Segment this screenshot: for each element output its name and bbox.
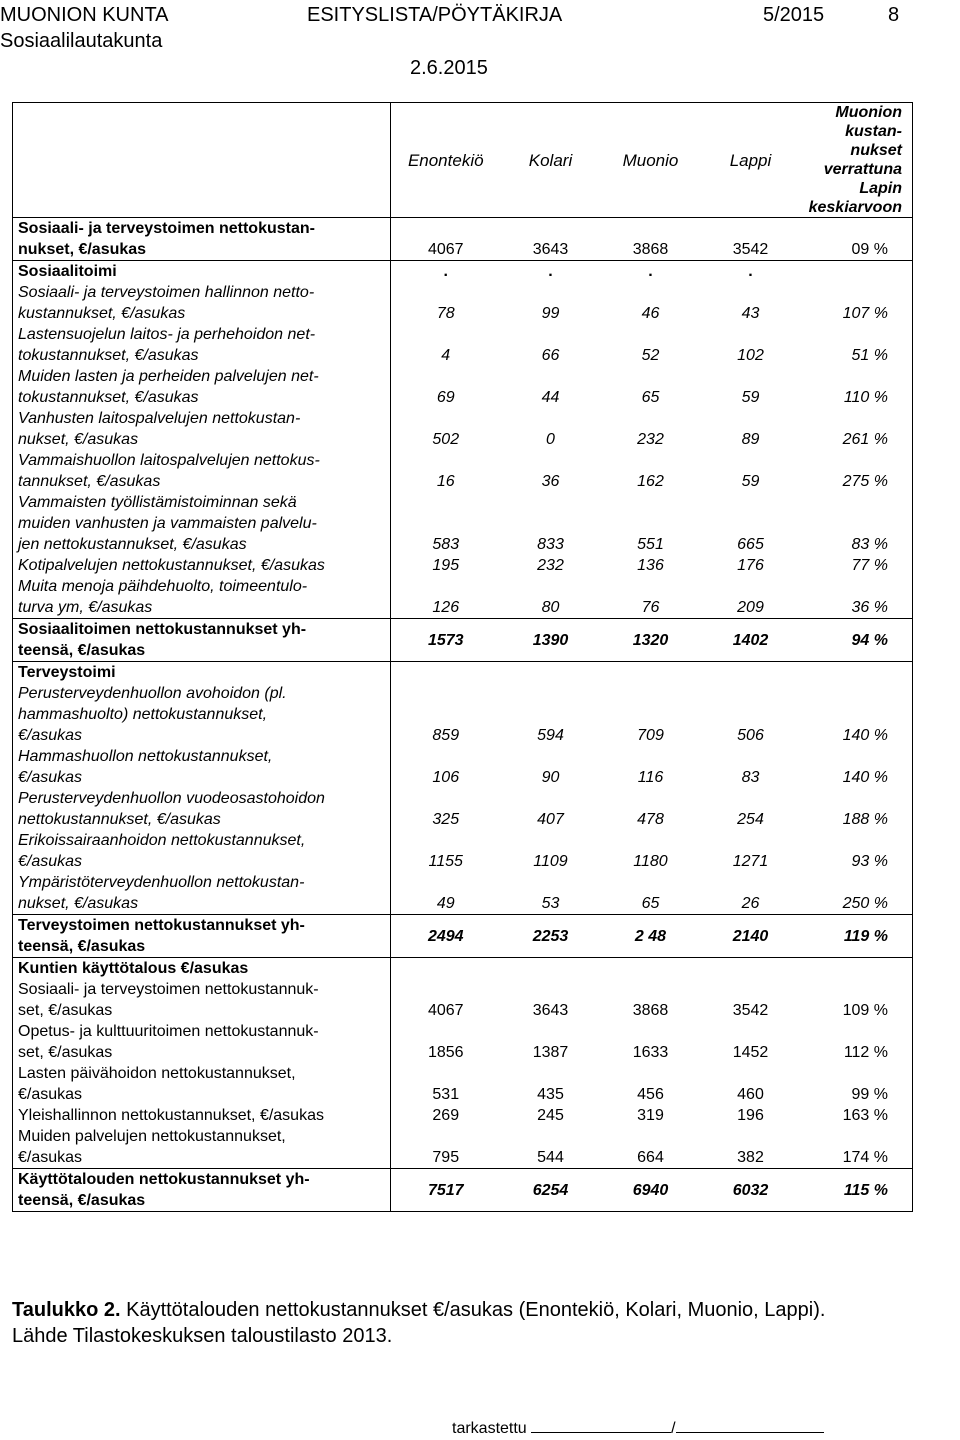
row-label-line: €/asukas xyxy=(18,853,83,870)
cell-comparison-percent: 93 % xyxy=(851,853,888,870)
caption-label: Taulukko 2. xyxy=(12,1299,121,1321)
row-label xyxy=(13,450,391,492)
row-label xyxy=(13,1105,391,1126)
cell-enontekio xyxy=(391,662,501,684)
row-label-line: nukset, €/asukas xyxy=(18,241,147,258)
row-label-line: Sosiaali- ja terveystoimen hallinnon netto- xyxy=(18,284,315,301)
cell-enontekio: 1573 xyxy=(391,619,501,662)
cell-lappi: 2140 xyxy=(701,915,801,958)
cell-comparison-percent: 140 % xyxy=(842,769,888,786)
table-row xyxy=(13,1126,913,1169)
cell-enontekio: 4 xyxy=(391,324,501,366)
cell-lappi xyxy=(701,958,801,980)
cell-enontekio: 859 xyxy=(391,683,501,746)
cell-lappi: 209 xyxy=(737,599,764,616)
row-label-line: Opetus- ja kulttuuritoimen nettokustannuk- xyxy=(18,1023,319,1040)
table-row xyxy=(13,1063,913,1105)
row-label-line: hammashuolto) nettokustannukset, xyxy=(18,706,268,723)
cell-enontekio: 4067 xyxy=(391,218,501,261)
cell-lappi: 26 xyxy=(741,895,760,912)
checked-footer xyxy=(452,1418,824,1438)
table-row xyxy=(13,958,913,980)
department-name: Sosiaalilautakunta xyxy=(0,30,163,52)
meeting-date: 2.6.2015 xyxy=(410,57,488,79)
document-number: 5/2015 xyxy=(763,4,825,26)
row-label-line: Perusterveydenhuollon avohoidon (pl. xyxy=(18,685,287,702)
row-label-line: Perusterveydenhuollon vuodeosastohoidon xyxy=(18,790,325,807)
cell-kolari: 544 xyxy=(537,1149,564,1166)
cell-comparison-percent: 94 % xyxy=(801,619,913,662)
cell-enontekio: 78 xyxy=(391,282,501,324)
table-row xyxy=(13,619,913,662)
cell-lappi: 89 xyxy=(741,431,760,448)
cell-kolari xyxy=(501,958,601,980)
cell-comparison-percent: 77 % xyxy=(851,557,888,574)
cell-lappi: 176 xyxy=(737,557,764,574)
row-label-line: nettokustannukset, €/asukas xyxy=(18,811,221,828)
cell-muonio: 551 xyxy=(637,536,664,553)
cost-table xyxy=(12,102,913,1212)
cell-lappi: 1402 xyxy=(701,619,801,662)
table-row xyxy=(13,662,913,684)
column-header-kolari: Kolari xyxy=(528,150,573,170)
cell-muonio: 65 xyxy=(641,895,660,912)
cell-lappi: 43 xyxy=(741,305,760,322)
cell-lappi: 1452 xyxy=(732,1044,769,1061)
cell-muonio: 319 xyxy=(637,1107,664,1124)
row-label xyxy=(13,1169,391,1212)
row-label-line: tokustannukset, €/asukas xyxy=(18,347,199,364)
cell-comparison-percent: 83 % xyxy=(851,536,888,553)
signature-line xyxy=(676,1418,824,1433)
row-label-line: jen nettokustannukset, €/asukas xyxy=(18,536,247,553)
cell-lappi: 83 xyxy=(741,769,760,786)
cell-kolari: 0 xyxy=(546,431,555,448)
cell-lappi: 3542 xyxy=(701,218,801,261)
org-name: MUONION KUNTA xyxy=(0,4,169,26)
cell-comparison-percent: 119 % xyxy=(801,915,913,958)
row-label xyxy=(13,788,391,830)
cell-comparison-percent: 110 % xyxy=(843,389,888,406)
cell-enontekio: 583 xyxy=(391,492,501,555)
row-label-line: Sosiaali- ja terveystoimen nettokustannuk- xyxy=(18,981,319,998)
cell-muonio: 162 xyxy=(637,473,664,490)
cell-lappi: 59 xyxy=(741,473,760,490)
cell-comparison-percent: 261 % xyxy=(842,431,888,448)
label-column-header xyxy=(13,103,391,218)
cell-comparison-percent: 112 % xyxy=(843,1044,888,1061)
cell-lappi: 1271 xyxy=(732,853,769,870)
cell-lappi: 196 xyxy=(737,1107,764,1124)
cell-enontekio: 195 xyxy=(391,555,501,576)
row-label-line: set, €/asukas xyxy=(18,1044,113,1061)
row-label xyxy=(13,979,391,1021)
document-type: ESITYSLISTA/PÖYTÄKIRJA xyxy=(307,4,563,26)
table-row xyxy=(13,746,913,788)
cell-enontekio: 502 xyxy=(391,408,501,450)
cell-muonio: 46 xyxy=(641,305,660,322)
row-label xyxy=(13,408,391,450)
caption-text: Käyttötalouden nettokustannukset €/asukas (Enontekiö, Kolari, Muonio, Lappi). xyxy=(120,1299,826,1321)
row-label-line: Kuntien käyttötalous €/asukas xyxy=(18,960,249,977)
cell-enontekio: . xyxy=(391,261,501,283)
cell-muonio xyxy=(601,958,701,980)
row-label xyxy=(13,324,391,366)
cell-comparison-percent: 99 % xyxy=(851,1086,888,1103)
row-label-line: set, €/asukas xyxy=(18,1002,113,1019)
row-label xyxy=(13,1021,391,1063)
row-label xyxy=(13,282,391,324)
cell-muonio: 65 xyxy=(641,389,660,406)
row-label xyxy=(13,555,391,576)
table-row xyxy=(13,979,913,1021)
row-label xyxy=(13,576,391,619)
row-label-line: Hammashuollon nettokustannukset, xyxy=(18,748,273,765)
table-row xyxy=(13,1105,913,1126)
table-row xyxy=(13,683,913,746)
row-label xyxy=(13,218,391,261)
cell-kolari: 6254 xyxy=(501,1169,601,1212)
row-label-line: Sosiaalitoimi xyxy=(18,263,117,280)
table-row xyxy=(13,282,913,324)
row-label-line: nukset, €/asukas xyxy=(18,431,139,448)
table-row xyxy=(13,492,913,555)
cell-comparison-percent: 115 % xyxy=(801,1169,913,1212)
caption-line-1 xyxy=(12,1297,825,1323)
table-row xyxy=(13,261,913,283)
checked-label: tarkastettu xyxy=(452,1420,527,1437)
row-label-line: teensä, €/asukas xyxy=(18,938,146,955)
cell-muonio: 116 xyxy=(637,769,664,786)
row-label-line: €/asukas xyxy=(18,769,83,786)
row-label-line: Ympäristöterveydenhuollon nettokustan- xyxy=(18,874,305,891)
row-label xyxy=(13,261,391,283)
comparison-header-line: Lapin keskiarvoon xyxy=(808,180,902,216)
cell-kolari: 80 xyxy=(541,599,560,616)
cell-lappi: 506 xyxy=(737,727,764,744)
row-label xyxy=(13,1126,391,1169)
table-row xyxy=(13,915,913,958)
cell-comparison-percent: 188 % xyxy=(842,811,888,828)
row-label-line: Muiden palvelujen nettokustannukset, xyxy=(18,1128,286,1145)
table-row xyxy=(13,830,913,872)
cell-comparison-percent: 109 % xyxy=(842,1002,888,1019)
cell-enontekio: 69 xyxy=(391,366,501,408)
cell-enontekio: 795 xyxy=(391,1126,501,1169)
cell-muonio: 1320 xyxy=(601,619,701,662)
row-label-line: Vammaisten työllistämistoiminnan sekä xyxy=(18,494,297,511)
row-label xyxy=(13,662,391,684)
cell-muonio: 52 xyxy=(641,347,660,364)
cell-enontekio: 2494 xyxy=(391,915,501,958)
cell-kolari: 2253 xyxy=(501,915,601,958)
cell-kolari: 99 xyxy=(541,305,560,322)
row-label xyxy=(13,830,391,872)
cell-comparison-percent: 09 % xyxy=(801,218,913,261)
row-label-line: Lasten päivähoidon nettokustannukset, xyxy=(18,1065,296,1082)
caption-line-2: Lähde Tilastokeskuksen taloustilasto 2013. xyxy=(12,1325,393,1347)
cell-enontekio xyxy=(391,958,501,980)
cell-enontekio: 106 xyxy=(391,746,501,788)
cell-kolari: . xyxy=(501,261,601,283)
row-label-line: Vammaishuollon laitospalvelujen nettokus- xyxy=(18,452,320,469)
cell-comparison-percent: 107 % xyxy=(842,305,888,322)
row-label-line: kustannukset, €/asukas xyxy=(18,305,186,322)
comparison-header-line: nukset verrattuna xyxy=(823,142,902,178)
table-row xyxy=(13,408,913,450)
cell-kolari: 407 xyxy=(537,811,564,828)
cell-kolari: 3643 xyxy=(532,1002,569,1019)
cell-kolari xyxy=(501,662,601,684)
cell-muonio: 3868 xyxy=(632,1002,669,1019)
cell-muonio: . xyxy=(601,261,701,283)
cell-kolari: 435 xyxy=(537,1086,564,1103)
cell-comparison-percent xyxy=(801,662,913,684)
row-label-line: Terveystoimi xyxy=(18,664,116,681)
cell-lappi: 665 xyxy=(737,536,764,553)
row-label xyxy=(13,366,391,408)
cell-kolari: 66 xyxy=(541,347,560,364)
signature-line xyxy=(531,1418,671,1433)
row-label xyxy=(13,683,391,746)
cell-enontekio: 1155 xyxy=(391,830,501,872)
table-row xyxy=(13,366,913,408)
row-label-line: Yleishallinnon nettokustannukset, €/asukas xyxy=(18,1107,324,1124)
row-label xyxy=(13,492,391,555)
row-label-line: turva ym, €/asukas xyxy=(18,599,153,616)
cell-kolari: 3643 xyxy=(501,218,601,261)
cell-enontekio: 1856 xyxy=(391,1021,501,1063)
cell-lappi: 102 xyxy=(737,347,764,364)
column-header-enontekio: Enontekiö xyxy=(391,103,501,218)
cell-lappi: . xyxy=(701,261,801,283)
cell-muonio: 1633 xyxy=(632,1044,669,1061)
cell-kolari: 594 xyxy=(537,727,564,744)
row-label-line: teensä, €/asukas xyxy=(18,1192,146,1209)
cell-muonio: 664 xyxy=(637,1149,664,1166)
table-row xyxy=(13,324,913,366)
cell-lappi: 460 xyxy=(737,1086,764,1103)
cell-comparison-percent xyxy=(801,958,913,980)
table-row xyxy=(13,576,913,619)
row-label-line: Muita menoja päihdehuolto, toimeentulo- xyxy=(18,578,308,595)
row-label-line: €/asukas xyxy=(18,727,83,744)
cell-kolari: 53 xyxy=(541,895,560,912)
cell-muonio xyxy=(601,662,701,684)
cell-enontekio: 325 xyxy=(391,788,501,830)
page-number: 8 xyxy=(888,4,900,26)
table-row xyxy=(13,872,913,915)
row-label xyxy=(13,872,391,915)
row-label-line: Terveystoimen nettokustannukset yh- xyxy=(18,917,305,934)
cell-muonio: 456 xyxy=(637,1086,664,1103)
row-label-line: Muiden lasten ja perheiden palvelujen net- xyxy=(18,368,319,385)
row-label-line: Käyttötalouden nettokustannukset yh- xyxy=(18,1171,310,1188)
row-label-line: Sosiaali- ja terveystoimen nettokustan- xyxy=(18,220,315,237)
cell-kolari: 44 xyxy=(541,389,560,406)
column-header-comparison xyxy=(801,103,913,218)
cell-lappi xyxy=(701,662,801,684)
row-label xyxy=(13,1063,391,1105)
cell-comparison-percent: 174 % xyxy=(842,1149,888,1166)
row-label-line: nukset, €/asukas xyxy=(18,895,139,912)
signature-slash: / xyxy=(671,1420,676,1437)
row-label xyxy=(13,915,391,958)
cell-comparison-percent xyxy=(801,261,913,283)
table-caption xyxy=(12,1297,825,1349)
cell-enontekio: 4067 xyxy=(391,979,501,1021)
cell-muonio: 232 xyxy=(637,431,664,448)
cell-kolari: 1390 xyxy=(501,619,601,662)
table-row xyxy=(13,450,913,492)
row-label-line: €/asukas xyxy=(18,1149,83,1166)
cell-enontekio: 49 xyxy=(391,872,501,915)
cell-muonio: 6940 xyxy=(601,1169,701,1212)
row-label-line: Vanhusten laitospalvelujen nettokustan- xyxy=(18,410,301,427)
cell-kolari: 232 xyxy=(537,557,564,574)
cell-comparison-percent: 163 % xyxy=(842,1107,888,1124)
cell-muonio: 1180 xyxy=(633,853,668,870)
cell-lappi: 6032 xyxy=(701,1169,801,1212)
cell-enontekio: 269 xyxy=(391,1105,501,1126)
table-row xyxy=(13,555,913,576)
cell-muonio: 136 xyxy=(637,557,664,574)
table-row xyxy=(13,1021,913,1063)
comparison-header-line: Muonion kustan- xyxy=(835,104,902,140)
cell-enontekio: 531 xyxy=(391,1063,501,1105)
cell-enontekio: 16 xyxy=(391,450,501,492)
cell-enontekio: 126 xyxy=(391,576,501,619)
row-label-line: tannukset, €/asukas xyxy=(18,473,161,490)
row-label xyxy=(13,958,391,980)
row-label-line: Sosiaalitoimen nettokustannukset yh- xyxy=(18,621,307,638)
table-row xyxy=(13,788,913,830)
row-label-line: muiden vanhusten ja vammaisten palvelu- xyxy=(18,515,317,532)
column-header-lappi: Lappi xyxy=(729,150,772,170)
row-label xyxy=(13,619,391,662)
table-row xyxy=(13,218,913,261)
cell-lappi: 382 xyxy=(737,1149,764,1166)
row-label-line: Lastensuojelun laitos- ja perhehoidon net- xyxy=(18,326,316,343)
cell-enontekio: 7517 xyxy=(391,1169,501,1212)
table-row xyxy=(13,1169,913,1212)
cell-kolari: 833 xyxy=(537,536,564,553)
cell-kolari: 90 xyxy=(541,769,560,786)
cell-comparison-percent: 275 % xyxy=(842,473,888,490)
cell-muonio: 2 48 xyxy=(601,915,701,958)
cell-muonio: 3868 xyxy=(601,218,701,261)
cell-kolari: 1109 xyxy=(533,853,568,870)
cell-muonio: 478 xyxy=(637,811,664,828)
cell-lappi: 59 xyxy=(741,389,760,406)
cell-kolari: 1387 xyxy=(532,1044,569,1061)
row-label-line: €/asukas xyxy=(18,1086,83,1103)
cell-kolari: 245 xyxy=(537,1107,564,1124)
cell-kolari: 36 xyxy=(541,473,560,490)
row-label-line: teensä, €/asukas xyxy=(18,642,146,659)
column-header-muonio: Muonio xyxy=(622,150,679,170)
cell-lappi: 3542 xyxy=(732,1002,769,1019)
cell-comparison-percent: 250 % xyxy=(842,895,888,912)
row-label xyxy=(13,746,391,788)
cell-comparison-percent: 51 % xyxy=(851,347,888,364)
row-label-line: Erikoissairaanhoidon nettokustannukset, xyxy=(18,832,306,849)
cell-lappi: 254 xyxy=(737,811,764,828)
cell-comparison-percent: 140 % xyxy=(842,727,888,744)
row-label-line: Kotipalvelujen nettokustannukset, €/asukas xyxy=(18,557,325,574)
row-label-line: tokustannukset, €/asukas xyxy=(18,389,199,406)
column-header-row xyxy=(13,103,913,218)
cell-muonio: 709 xyxy=(637,727,664,744)
cell-muonio: 76 xyxy=(641,599,660,616)
cell-comparison-percent: 36 % xyxy=(851,599,888,616)
